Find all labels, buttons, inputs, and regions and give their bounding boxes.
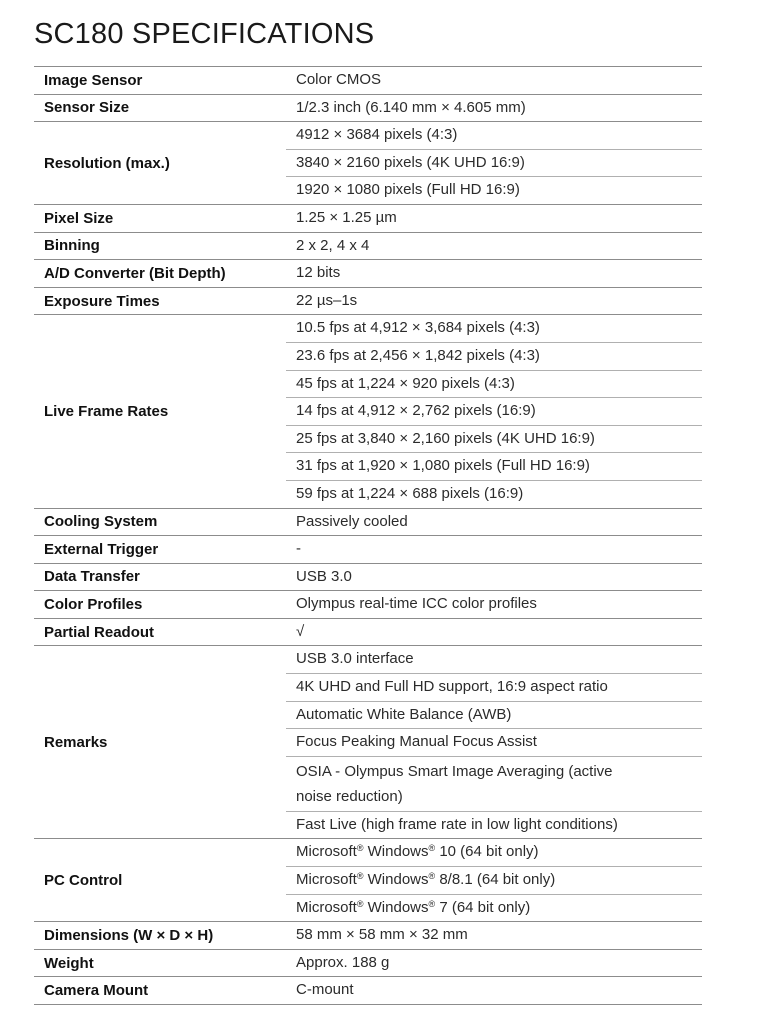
os-version: 10 (64 bit only): [435, 843, 539, 861]
spec-value: [286, 618, 702, 646]
spec-value: [286, 287, 702, 315]
spec-value-text: 12 bits: [296, 264, 341, 282]
spec-value-text: USB 3.0: [296, 567, 352, 585]
spec-label: Resolution (max.): [34, 122, 286, 205]
spec-row-live-frame-rates: [34, 315, 702, 343]
spec-row-weight: [34, 949, 702, 977]
spec-row-external-trigger: [34, 536, 702, 564]
os-vendor: Microsoft: [296, 871, 357, 889]
spec-label: Pixel Size: [34, 204, 286, 232]
spec-label: Dimensions (W × D × H): [34, 922, 286, 950]
os-name: Windows: [363, 871, 429, 889]
spec-row-resolution: [34, 122, 702, 150]
spec-value-text: [296, 867, 702, 894]
spec-value: [286, 701, 702, 729]
registered-mark-icon: ®: [428, 898, 436, 909]
spec-value: [286, 591, 702, 619]
spec-value-text: [296, 839, 702, 866]
spec-label: Binning: [34, 232, 286, 260]
spec-label: Exposure Times: [34, 287, 286, 315]
registered-mark-icon: ®: [428, 843, 436, 854]
spec-value-text: 58 mm × 58 mm × 32 mm: [296, 926, 468, 944]
spec-row-dimensions: [34, 922, 702, 950]
spec-row-exposure-times: [34, 287, 702, 315]
spec-value: [286, 674, 702, 702]
spec-value: [286, 756, 702, 811]
spec-value-text: 10.5 fps at 4,912 × 3,684 pixels (4:3): [296, 319, 540, 337]
spec-value: [286, 398, 702, 426]
spec-row-camera-mount: [34, 977, 702, 1005]
spec-value-text: 25 fps at 3,840 × 2,160 pixels (4K UHD 16:9): [296, 429, 595, 447]
spec-value-text: 14 fps at 4,912 × 2,762 pixels (16:9): [296, 402, 536, 420]
spec-row-pixel-size: [34, 204, 702, 232]
os-version: 7 (64 bit only): [435, 898, 531, 916]
spec-value: [286, 563, 702, 591]
spec-value-text: USB 3.0 interface: [296, 650, 414, 668]
spec-value: [286, 977, 702, 1005]
spec-value: [286, 315, 702, 343]
spec-value: [286, 260, 702, 288]
spec-value-text: [296, 895, 702, 922]
spec-value-text: Color CMOS: [296, 71, 382, 88]
spec-row-data-transfer: [34, 563, 702, 591]
spec-value-text: 22 µs–1s: [296, 291, 358, 309]
spec-value-text: 1/2.3 inch (6.140 mm × 4.605 mm): [296, 98, 526, 116]
spec-row-cooling-system: [34, 508, 702, 536]
spec-value-text: 3840 × 2160 pixels (4K UHD 16:9): [296, 153, 525, 171]
spec-value-text: 59 fps at 1,224 × 688 pixels (16:9): [296, 484, 524, 502]
spec-value: [286, 232, 702, 260]
spec-value: [286, 536, 702, 564]
spec-row-image-sensor: [34, 67, 702, 95]
spec-value-text: 45 fps at 1,224 × 920 pixels (4:3): [296, 374, 515, 392]
registered-mark-icon: ®: [356, 871, 364, 882]
spec-value: [286, 425, 702, 453]
os-vendor: Microsoft: [296, 898, 357, 916]
spec-row-pc-control: [34, 839, 702, 867]
spec-value: [286, 67, 702, 95]
spec-value: [286, 342, 702, 370]
spec-value: [286, 122, 702, 150]
spec-row-color-profiles: [34, 591, 702, 619]
registered-mark-icon: ®: [428, 871, 436, 882]
spec-value: [286, 811, 702, 839]
spec-label: Color Profiles: [34, 591, 286, 619]
spec-value: [286, 922, 702, 950]
spec-label: Sensor Size: [34, 94, 286, 122]
registered-mark-icon: ®: [356, 898, 364, 909]
spec-value-text: 31 fps at 1,920 × 1,080 pixels (Full HD 16:9): [296, 457, 590, 475]
spec-value-text: Passively cooled: [296, 512, 408, 530]
spec-label: Camera Mount: [34, 977, 286, 1005]
spec-value-text: Fast Live (high frame rate in low light conditions): [296, 815, 618, 833]
spec-value: [286, 149, 702, 177]
os-vendor: Microsoft: [296, 843, 357, 861]
spec-label: PC Control: [34, 839, 286, 922]
specifications-table: [34, 66, 702, 1005]
spec-value: [286, 204, 702, 232]
spec-value-text: Automatic White Balance (AWB): [296, 705, 512, 723]
spec-label: Image Sensor: [34, 67, 286, 95]
spec-row-remarks: [34, 646, 702, 674]
spec-value: [286, 894, 702, 922]
spec-value-text: 4912 × 3684 pixels (4:3): [296, 126, 458, 144]
spec-row-ad-converter: [34, 260, 702, 288]
spec-row-partial-readout: [34, 618, 702, 646]
spec-value-text: Olympus real-time ICC color profiles: [296, 595, 537, 613]
check-mark-icon: √: [296, 622, 305, 640]
spec-value-text: 23.6 fps at 2,456 × 1,842 pixels (4:3): [296, 346, 540, 364]
spec-value: [286, 370, 702, 398]
spec-label: Weight: [34, 949, 286, 977]
spec-value: [286, 94, 702, 122]
spec-value: [286, 949, 702, 977]
spec-value: [286, 729, 702, 757]
os-version: 8/8.1 (64 bit only): [435, 871, 556, 889]
spec-row-binning: [34, 232, 702, 260]
spec-value: [286, 453, 702, 481]
spec-value-text: 1920 × 1080 pixels (Full HD 16:9): [296, 181, 520, 199]
spec-value: [286, 839, 702, 867]
spec-label: Remarks: [34, 646, 286, 839]
registered-mark-icon: ®: [356, 843, 364, 854]
spec-row-sensor-size: [34, 94, 702, 122]
spec-label: External Trigger: [34, 536, 286, 564]
spec-label: Partial Readout: [34, 618, 286, 646]
spec-value-text: Focus Peaking Manual Focus Assist: [296, 733, 537, 751]
spec-label: Data Transfer: [34, 563, 286, 591]
spec-value: [286, 646, 702, 674]
os-name: Windows: [363, 843, 429, 861]
spec-value-text: OSIA - Olympus Smart Image Averaging (active noise reduction): [296, 762, 613, 805]
spec-value-text: 4K UHD and Full HD support, 16:9 aspect ratio: [296, 678, 608, 696]
spec-value: [286, 508, 702, 536]
spec-label: A/D Converter (Bit Depth): [34, 260, 286, 288]
spec-value: [286, 177, 702, 205]
spec-value-text: Approx. 188 g: [296, 953, 390, 971]
os-name: Windows: [363, 898, 429, 916]
spec-value: [286, 867, 702, 895]
spec-value: [286, 480, 702, 508]
spec-value-text: -: [296, 540, 301, 558]
spec-value-text: 1.25 × 1.25 µm: [296, 208, 397, 226]
spec-label: Live Frame Rates: [34, 315, 286, 508]
spec-value-text: C-mount: [296, 981, 354, 999]
spec-value-text: 2 x 2, 4 x 4: [296, 236, 370, 254]
page-title: SC180 SPECIFICATIONS: [34, 18, 375, 50]
spec-label: Cooling System: [34, 508, 286, 536]
